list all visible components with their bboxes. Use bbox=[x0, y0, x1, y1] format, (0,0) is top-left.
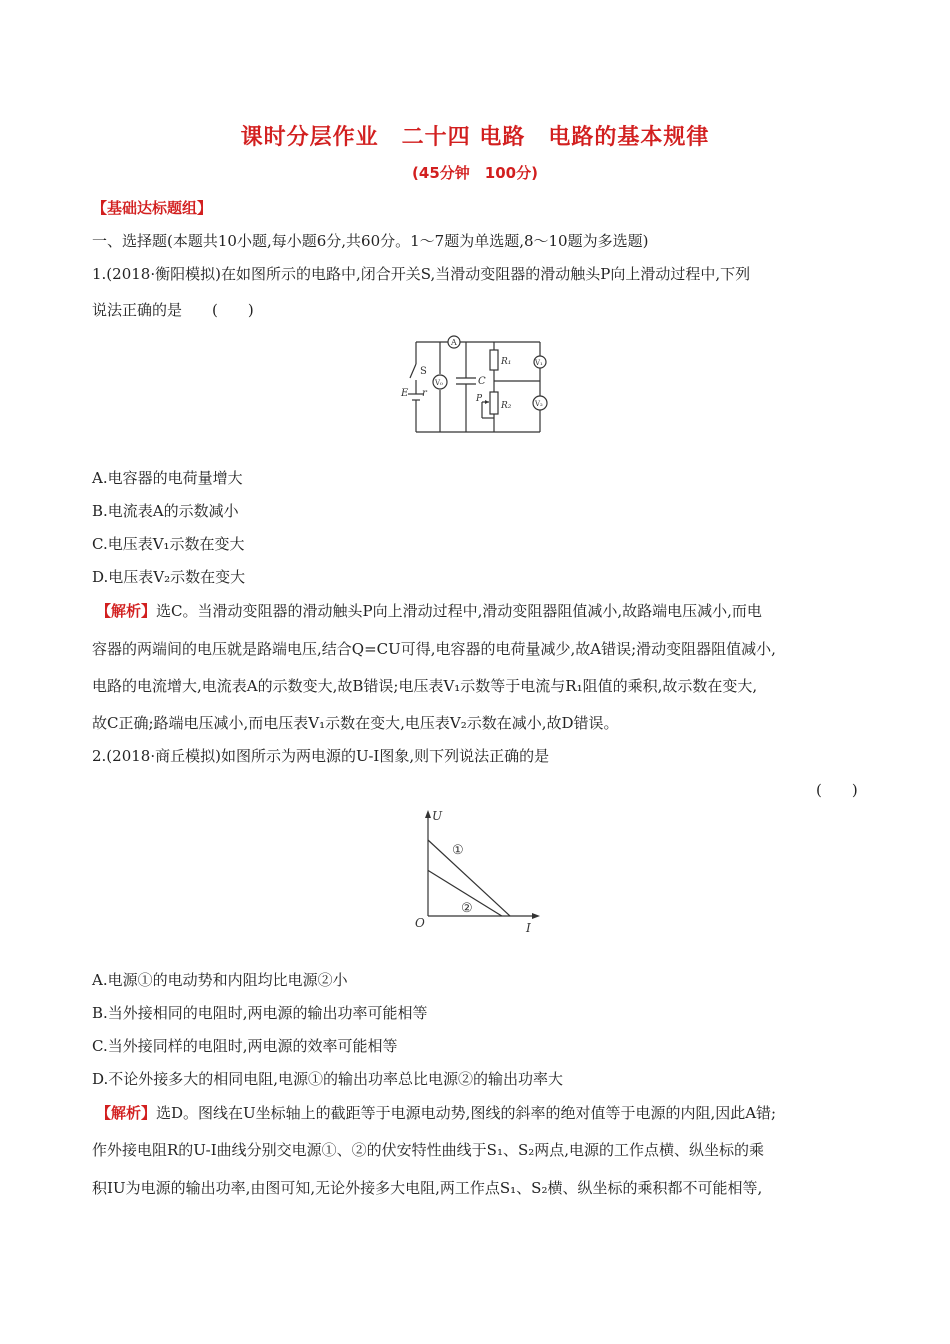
q1-option-c: C.电压表V₁示数在变大 bbox=[92, 535, 245, 553]
q1-option-b: B.电流表A的示数减小 bbox=[92, 502, 239, 520]
q1-analysis-line1: 【解析】选C。当滑动变阻器的滑动触头P向上滑动过程中,滑动变阻器阻值减小,故路端电压减小,而电 bbox=[96, 602, 762, 620]
q2-analysis-line2: 作外接电阻R的U-I曲线分别交电源①、②的伏安特性曲线于S₁、S₂两点,电源的工作点横、纵坐标的乘 bbox=[92, 1141, 765, 1159]
q2-option-a: A.电源①的电动势和内阻均比电源②小 bbox=[92, 971, 348, 989]
q1-slider-label: P bbox=[476, 394, 483, 404]
q1-ammeter-label: A bbox=[451, 338, 457, 347]
q1-r2-label: R₂ bbox=[501, 401, 512, 411]
q1-stem-line2: 说法正确的是 ( ) bbox=[92, 301, 254, 319]
q2-origin-label: O bbox=[415, 916, 425, 930]
q1-v1-label: V₁ bbox=[535, 359, 543, 367]
q2-analysis-label: 【解析】 bbox=[96, 1104, 157, 1122]
q1-analysis-label: 【解析】 bbox=[96, 602, 157, 620]
q1-switch-label: S bbox=[420, 366, 427, 377]
q1-option-a: A.电容器的电荷量增大 bbox=[92, 469, 243, 487]
group-label: 【基础达标题组】 bbox=[92, 199, 213, 217]
q1-emf-label: E bbox=[401, 388, 409, 399]
q1-internal-r-label: r bbox=[422, 388, 427, 399]
q1-analysis-line3: 电路的电流增大,电流表A的示数变大,故B错误;电压表V₁示数等于电流与R₁阻值的乘积,故示数在变大, bbox=[92, 677, 758, 695]
section-instruction: 一、选择题(本题共10小题,每小题6分,共60分。1～7题为单选题,8～10题为多选题) bbox=[92, 232, 649, 250]
q1-analysis-line4: 故C正确;路端电压减小,而电压表V₁示数在变大,电压表V₂示数在减小,故D错误。 bbox=[92, 714, 619, 732]
q2-line1-label: ① bbox=[452, 843, 464, 858]
q2-u-axis-label: U bbox=[432, 809, 443, 823]
q2-i-axis-label: I bbox=[526, 921, 531, 935]
q2-line2-label: ② bbox=[461, 901, 473, 916]
q1-option-d: D.电压表V₂示数在变大 bbox=[92, 568, 246, 586]
page-title: 课时分层作业 二十四 电路 电路的基本规律 bbox=[240, 125, 710, 150]
q1-v2-label: V₂ bbox=[535, 400, 543, 408]
q2-analysis-line3: 积IU为电源的输出功率,由图可知,无论外接多大电阻,两工作点S₁、S₂横、纵坐标的乘积都不可能相等, bbox=[92, 1179, 763, 1197]
q2-stem: 2.(2018·商丘模拟)如图所示为两电源的U-I图象,则下列说法正确的是 bbox=[92, 747, 550, 765]
q2-option-b: B.当外接相同的电阻时,两电源的输出功率可能相等 bbox=[92, 1004, 428, 1022]
page-subtitle: (45分钟 100分) bbox=[412, 164, 538, 182]
q1-r1-label: R₁ bbox=[501, 357, 512, 367]
q2-option-d: D.不论外接多大的相同电阻,电源①的输出功率总比电源②的输出功率大 bbox=[92, 1070, 564, 1088]
q2-ui-graph bbox=[408, 806, 548, 936]
q1-circuit-figure bbox=[398, 334, 558, 438]
q1-analysis-line2: 容器的两端间的电压就是路端电压,结合Q=CU可得,电容器的电荷量减少,故A错误;滑动变阻器阻值减小, bbox=[92, 640, 776, 658]
q2-answer-paren: ( ) bbox=[816, 781, 858, 799]
q1-capacitor-label: C bbox=[478, 376, 486, 387]
q2-analysis-line1: 【解析】选D。图线在U坐标轴上的截距等于电源电动势,图线的斜率的绝对值等于电源的内阻,因此A错; bbox=[96, 1104, 777, 1122]
q1-stem-line1: 1.(2018·衡阳模拟)在如图所示的电路中,闭合开关S,当滑动变阻器的滑动触头P向上滑动过程中,下列 bbox=[92, 265, 751, 283]
q1-v0-label: V₀ bbox=[435, 379, 443, 387]
q2-option-c: C.当外接同样的电阻时,两电源的效率可能相等 bbox=[92, 1037, 398, 1055]
